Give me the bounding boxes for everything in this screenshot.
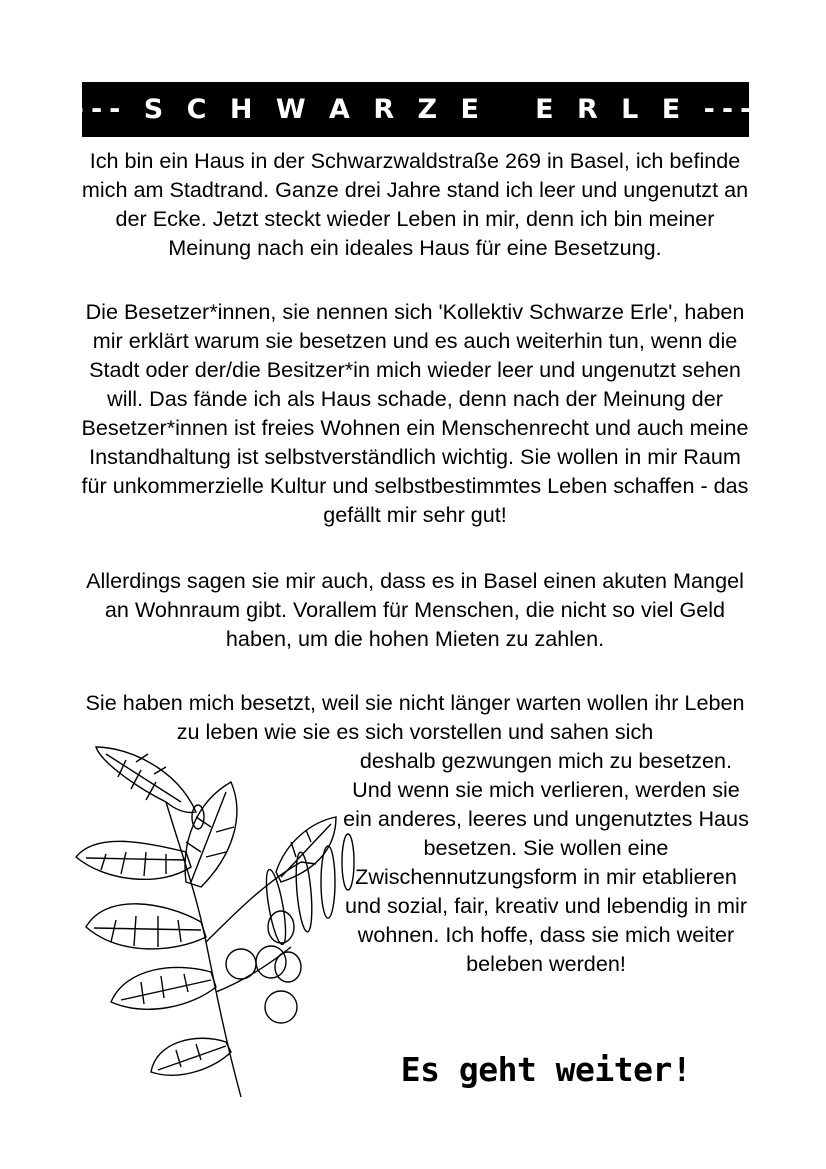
paragraph-collective: Die Besetzer*innen, sie nennen sich 'Kollektiv Schwarze Erle', haben mir erklärt warum sie besetzen und es auch weiterhin tun, wenn die Stadt oder der/die Besitzer*in mich wieder leer und ungenutzt sehen will. Das fände ich als Haus schade, denn nach der Meinung der Besetzer*innen ist freies Wohnen ein Menschenrecht und auch meine Instandhaltung ist selbstverständlich wichtig. Sie wollen in mir Raum für unkommerzielle Kultur und selbstbestimmtes Leben schaffen - das gefällt mir sehr gut! [81, 299, 749, 527]
paragraph-occupation: Sie haben mich besetzt, weil sie nicht länger warten wollen ihr Leben zu leben wie sie es sich vorstellen und sahen sich [85, 690, 745, 744]
paragraph-occupation-continued: deshalb gezwungen mich zu besetzen. Und wenn sie mich verlieren, werden sie ein anderes, leeres und ungenutztes Haus besetzen. Sie wollen eine Zwischennutzungsform in mir etablieren und sozial, fair, kreativ und lebendig in mir wohnen. Ich hoffe, dass sie mich weiter beleben werden! [343, 748, 749, 976]
page-title: --- S C H W A R Z E E R L E --- [82, 82, 749, 137]
closing-slogan: Es geht weiter! [400, 1050, 692, 1089]
paragraph-intro: Ich bin ein Haus in der Schwarzwaldstraße 269 in Basel, ich befinde mich am Stadtrand. Ganze drei Jahre stand ich leer und ungenutzt an der Ecke. Jetzt steckt wieder Leben in mir, denn ich bin meiner Meinung nach ein ideales Haus für eine Besetzung. [81, 148, 749, 260]
paragraph-housing-shortage: Allerdings sagen sie mir auch, dass es in Basel einen akuten Mangel an Wohnraum gibt. Vorallem für Menschen, die nicht so viel Geld haben, um die hohen Mieten zu zahlen. [86, 568, 744, 651]
alder-branch-icon [66, 742, 356, 1102]
